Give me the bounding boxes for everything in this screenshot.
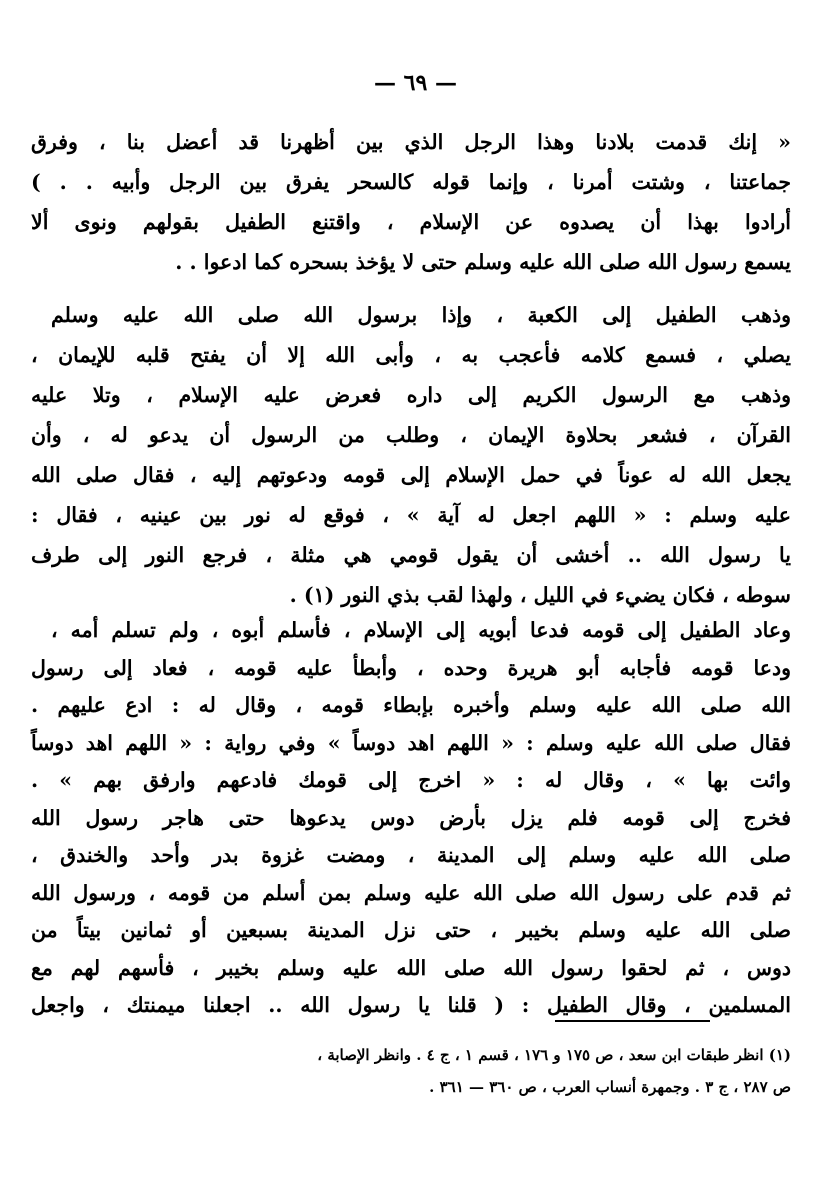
body-line: وعاد الطفيل إلى قومه فدعا أبويه إلى الإسلام ، فأسلم أبوه ، ولم تسلم أمه ، (51, 618, 791, 642)
footnote-line: (١) انظر طبقات ابن سعد ، ص ١٧٥ و ١٧٦ ، قسم ١ ، ج ٤ . وانظر الإصابة ، (317, 1046, 791, 1064)
body-line: ودعا قومه فأجابه أبو هريرة وحده ، وأبطأ عليه قومه ، فعاد إلى رسول (31, 655, 791, 680)
page-number: — ٦٩ — (374, 70, 457, 96)
body-line: الله صلى الله عليه وسلم وأخبره بإبطاء قومه ، وقال له : ادع عليهم . (31, 693, 791, 717)
body-line: سوطه ، فكان يضيء في الليل ، ولهذا لقب بذي النور (١) . (289, 583, 791, 607)
body-line: فخرج إلى قومه فلم يزل بأرض دوس يدعوها حتى هاجر رسول الله (31, 805, 791, 830)
body-line: المسلمين ، وقال الطفيل : ( قلنا يا رسول الله .. اجعلنا ميمنتك ، واجعل (31, 993, 791, 1017)
body-line: عليه وسلم : « اللهم اجعل له آية » ، فوقع له نور بين عينيه ، فقال : (31, 503, 791, 527)
footnote-line: ص ٢٨٧ ، ج ٣ . وجمهرة أنساب العرب ، ص ٣٦٠ — ٣٦١ . (429, 1078, 791, 1096)
footnote-rule (555, 1020, 710, 1022)
body-line: ثم قدم على رسول الله صلى الله عليه وسلم بمن أسلم من قومه ، ورسول الله (31, 880, 791, 905)
body-line: « إنك قدمت بلادنا وهذا الرجل الذي بين أظهرنا قد أعضل بنا ، وفرق (31, 130, 791, 154)
body-line: وذهب مع الرسول الكريم إلى داره فعرض عليه الإسلام ، وتلا عليه (31, 383, 791, 407)
body-line: يجعل الله له عوناً في حمل الإسلام إلى قومه ودعوتهم إليه ، فقال صلى الله (31, 463, 791, 487)
body-line: يصلي ، فسمع كلامه فأعجب به ، وأبى الله إلا أن يفتح قلبه للإيمان ، (31, 343, 791, 367)
body-line: يسمع رسول الله صلى الله عليه وسلم حتى لا يؤخذ بسحره كما ادعوا . . (175, 250, 791, 274)
body-line: صلى الله عليه وسلم إلى المدينة ، ومضت غزوة بدر وأحد والخندق ، (31, 843, 791, 867)
body-line: دوس ، ثم لحقوا رسول الله صلى الله عليه وسلم بخيبر ، فأسهم لهم مع (31, 955, 791, 980)
body-line: أرادوا بهذا أن يصدوه عن الإسلام ، واقتنع الطفيل بقولهم ونوى ألا (31, 210, 791, 234)
body-line: جماعتنا ، وشتت أمرنا ، وإنما قوله كالسحر يفرق بين الرجل وأبيه . . ) (31, 170, 791, 194)
body-line: فقال صلى الله عليه وسلم : « اللهم اهد دوساً » وفي رواية : « اللهم اهد دوساً (31, 730, 791, 755)
body-line: وائت بها » ، وقال له : « اخرج إلى قومك فادعهم وارفق بهم » . (31, 768, 791, 792)
body-line: وذهب الطفيل إلى الكعبة ، وإذا برسول الله صلى الله عليه وسلم (51, 303, 791, 327)
body-line: يا رسول الله .. أخشى أن يقول قومي هي مثلة ، فرجع النور إلى طرف (31, 543, 791, 567)
body-line: صلى الله عليه وسلم بخيبر ، حتى نزل المدينة بسبعين أو ثمانين بيتاً من (31, 918, 791, 942)
body-line: القرآن ، فشعر بحلاوة الإيمان ، وطلب من الرسول أن يدعو له ، وأن (31, 423, 791, 447)
